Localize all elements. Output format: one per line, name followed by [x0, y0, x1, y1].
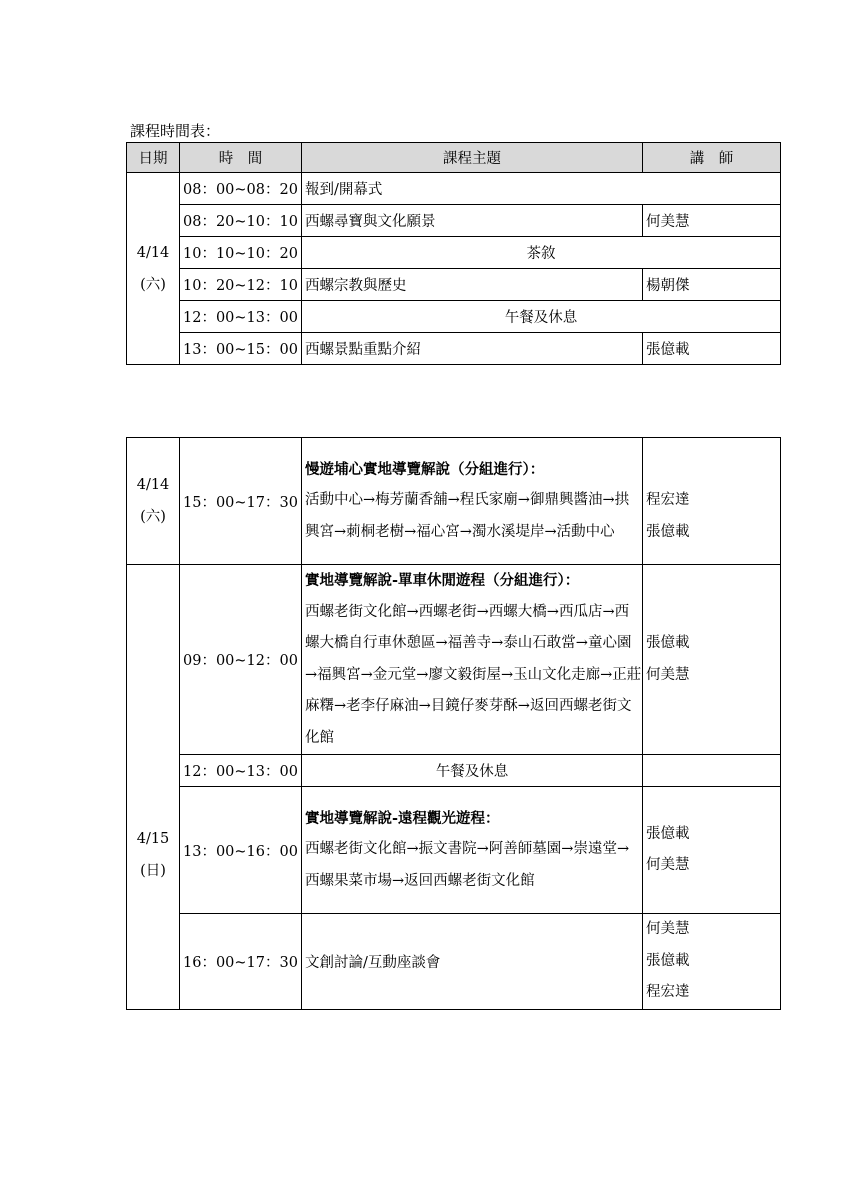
time-cell: 08：20~10：10	[180, 205, 302, 237]
tour-title: 實地導覽解說-遠程觀光遊程：	[305, 809, 500, 827]
lecturer-cell	[643, 914, 781, 1010]
date-text: 4/14	[136, 244, 170, 261]
header-topic: 課程主題	[302, 143, 643, 173]
date-text: 4/14	[136, 477, 170, 493]
header-lecturer: 講 師	[643, 143, 781, 173]
lecturer-name: 張億載	[646, 825, 690, 842]
lecturer-name: 張億載	[646, 952, 690, 969]
lecturer-name: 程宏達	[646, 492, 690, 509]
weekday-text: (日)	[140, 862, 166, 879]
lecturer-cell	[643, 565, 781, 755]
time-cell: 13：00~15：00	[180, 333, 302, 365]
table-row	[127, 269, 781, 301]
time-cell: 13：00~16：00	[180, 787, 302, 914]
table-row	[127, 565, 781, 755]
tour-title: 慢遊埔心實地導覽解說（分組進行）：	[305, 460, 545, 478]
lecturer-name: 何美慧	[646, 921, 690, 938]
topic-cell: 文創討論/互動座談會	[302, 914, 643, 1010]
lecturer-name: 張億載	[646, 635, 690, 651]
tour-route: 西螺老街文化館→西螺老街→西螺大橋→西瓜店→西螺大橋自行車休憩區→福善寺→泰山石敢當→童心園→福興宮→金元堂→廖文毅街屋→玉山文化走廊→正莊麻糬→老李仔麻油→目鏡仔麥芽酥→返回西螺老街文化館	[305, 603, 642, 746]
lecturer-cell: 楊朝傑	[643, 269, 781, 301]
lecturer-name: 何美慧	[646, 857, 690, 873]
lecturer-cell	[643, 787, 781, 914]
table-row	[127, 173, 781, 205]
time-cell: 10：10~10：20	[180, 237, 302, 269]
topic-cell: 午餐及休息	[302, 301, 781, 333]
header-date: 日期	[127, 143, 180, 173]
lecturer-cell	[643, 438, 781, 565]
table-row	[127, 914, 781, 1010]
time-cell: 15：00~17：30	[180, 438, 302, 565]
topic-cell	[302, 565, 643, 755]
tour-route: 西螺老街文化館→振文書院→阿善師墓園→崇遠堂→西螺果菜市場→返回西螺老街文化館	[305, 841, 630, 889]
date-text: 4/15	[136, 830, 170, 847]
schedule-table-field-tours	[126, 437, 781, 1010]
date-cell	[127, 565, 180, 1010]
time-cell: 16：00~17：30	[180, 914, 302, 1010]
topic-cell	[302, 438, 643, 565]
table-header-row	[127, 143, 781, 173]
topic-cell	[302, 787, 643, 914]
time-cell: 08：00~08：20	[180, 173, 302, 205]
lecturer-cell: 張億載	[643, 333, 781, 365]
table-row	[127, 237, 781, 269]
lecturer-name: 張億載	[646, 523, 690, 540]
table-row	[127, 333, 781, 365]
tour-route: 活動中心→梅芳蘭香舖→程氏家廟→御鼎興醬油→拱興宮→莿桐老樹→福心宮→濁水溪堤岸→活動中心	[305, 492, 630, 540]
table-row	[127, 755, 781, 787]
topic-cell: 茶敘	[302, 237, 781, 269]
header-time: 時 間	[180, 143, 302, 173]
schedule-caption: 課程時間表：	[130, 122, 221, 140]
weekday-text: (六)	[140, 276, 166, 293]
date-cell	[127, 438, 180, 565]
topic-cell: 報到/開幕式	[302, 173, 781, 205]
table-row	[127, 205, 781, 237]
table-row	[127, 787, 781, 914]
topic-cell: 午餐及休息	[302, 755, 643, 787]
time-cell: 09：00~12：00	[180, 565, 302, 755]
lecturer-name: 何美慧	[646, 666, 690, 683]
topic-cell: 西螺宗教與歷史	[302, 269, 643, 301]
tour-title: 實地導覽解說-單車休閒遊程（分組進行）：	[305, 572, 580, 589]
table-row	[127, 301, 781, 333]
time-cell: 10：20~12：10	[180, 269, 302, 301]
table-row	[127, 438, 781, 565]
time-cell: 12：00~13：00	[180, 301, 302, 333]
weekday-text: (六)	[140, 509, 166, 525]
time-cell: 12：00~13：00	[180, 755, 302, 787]
topic-cell: 西螺尋寶與文化願景	[302, 205, 643, 237]
topic-cell: 西螺景點重點介紹	[302, 333, 643, 365]
date-cell	[127, 173, 180, 365]
lecturer-cell	[643, 755, 781, 787]
schedule-table-day1-morning	[126, 142, 781, 365]
lecturer-name: 程宏達	[646, 984, 690, 1001]
lecturer-cell: 何美慧	[643, 205, 781, 237]
